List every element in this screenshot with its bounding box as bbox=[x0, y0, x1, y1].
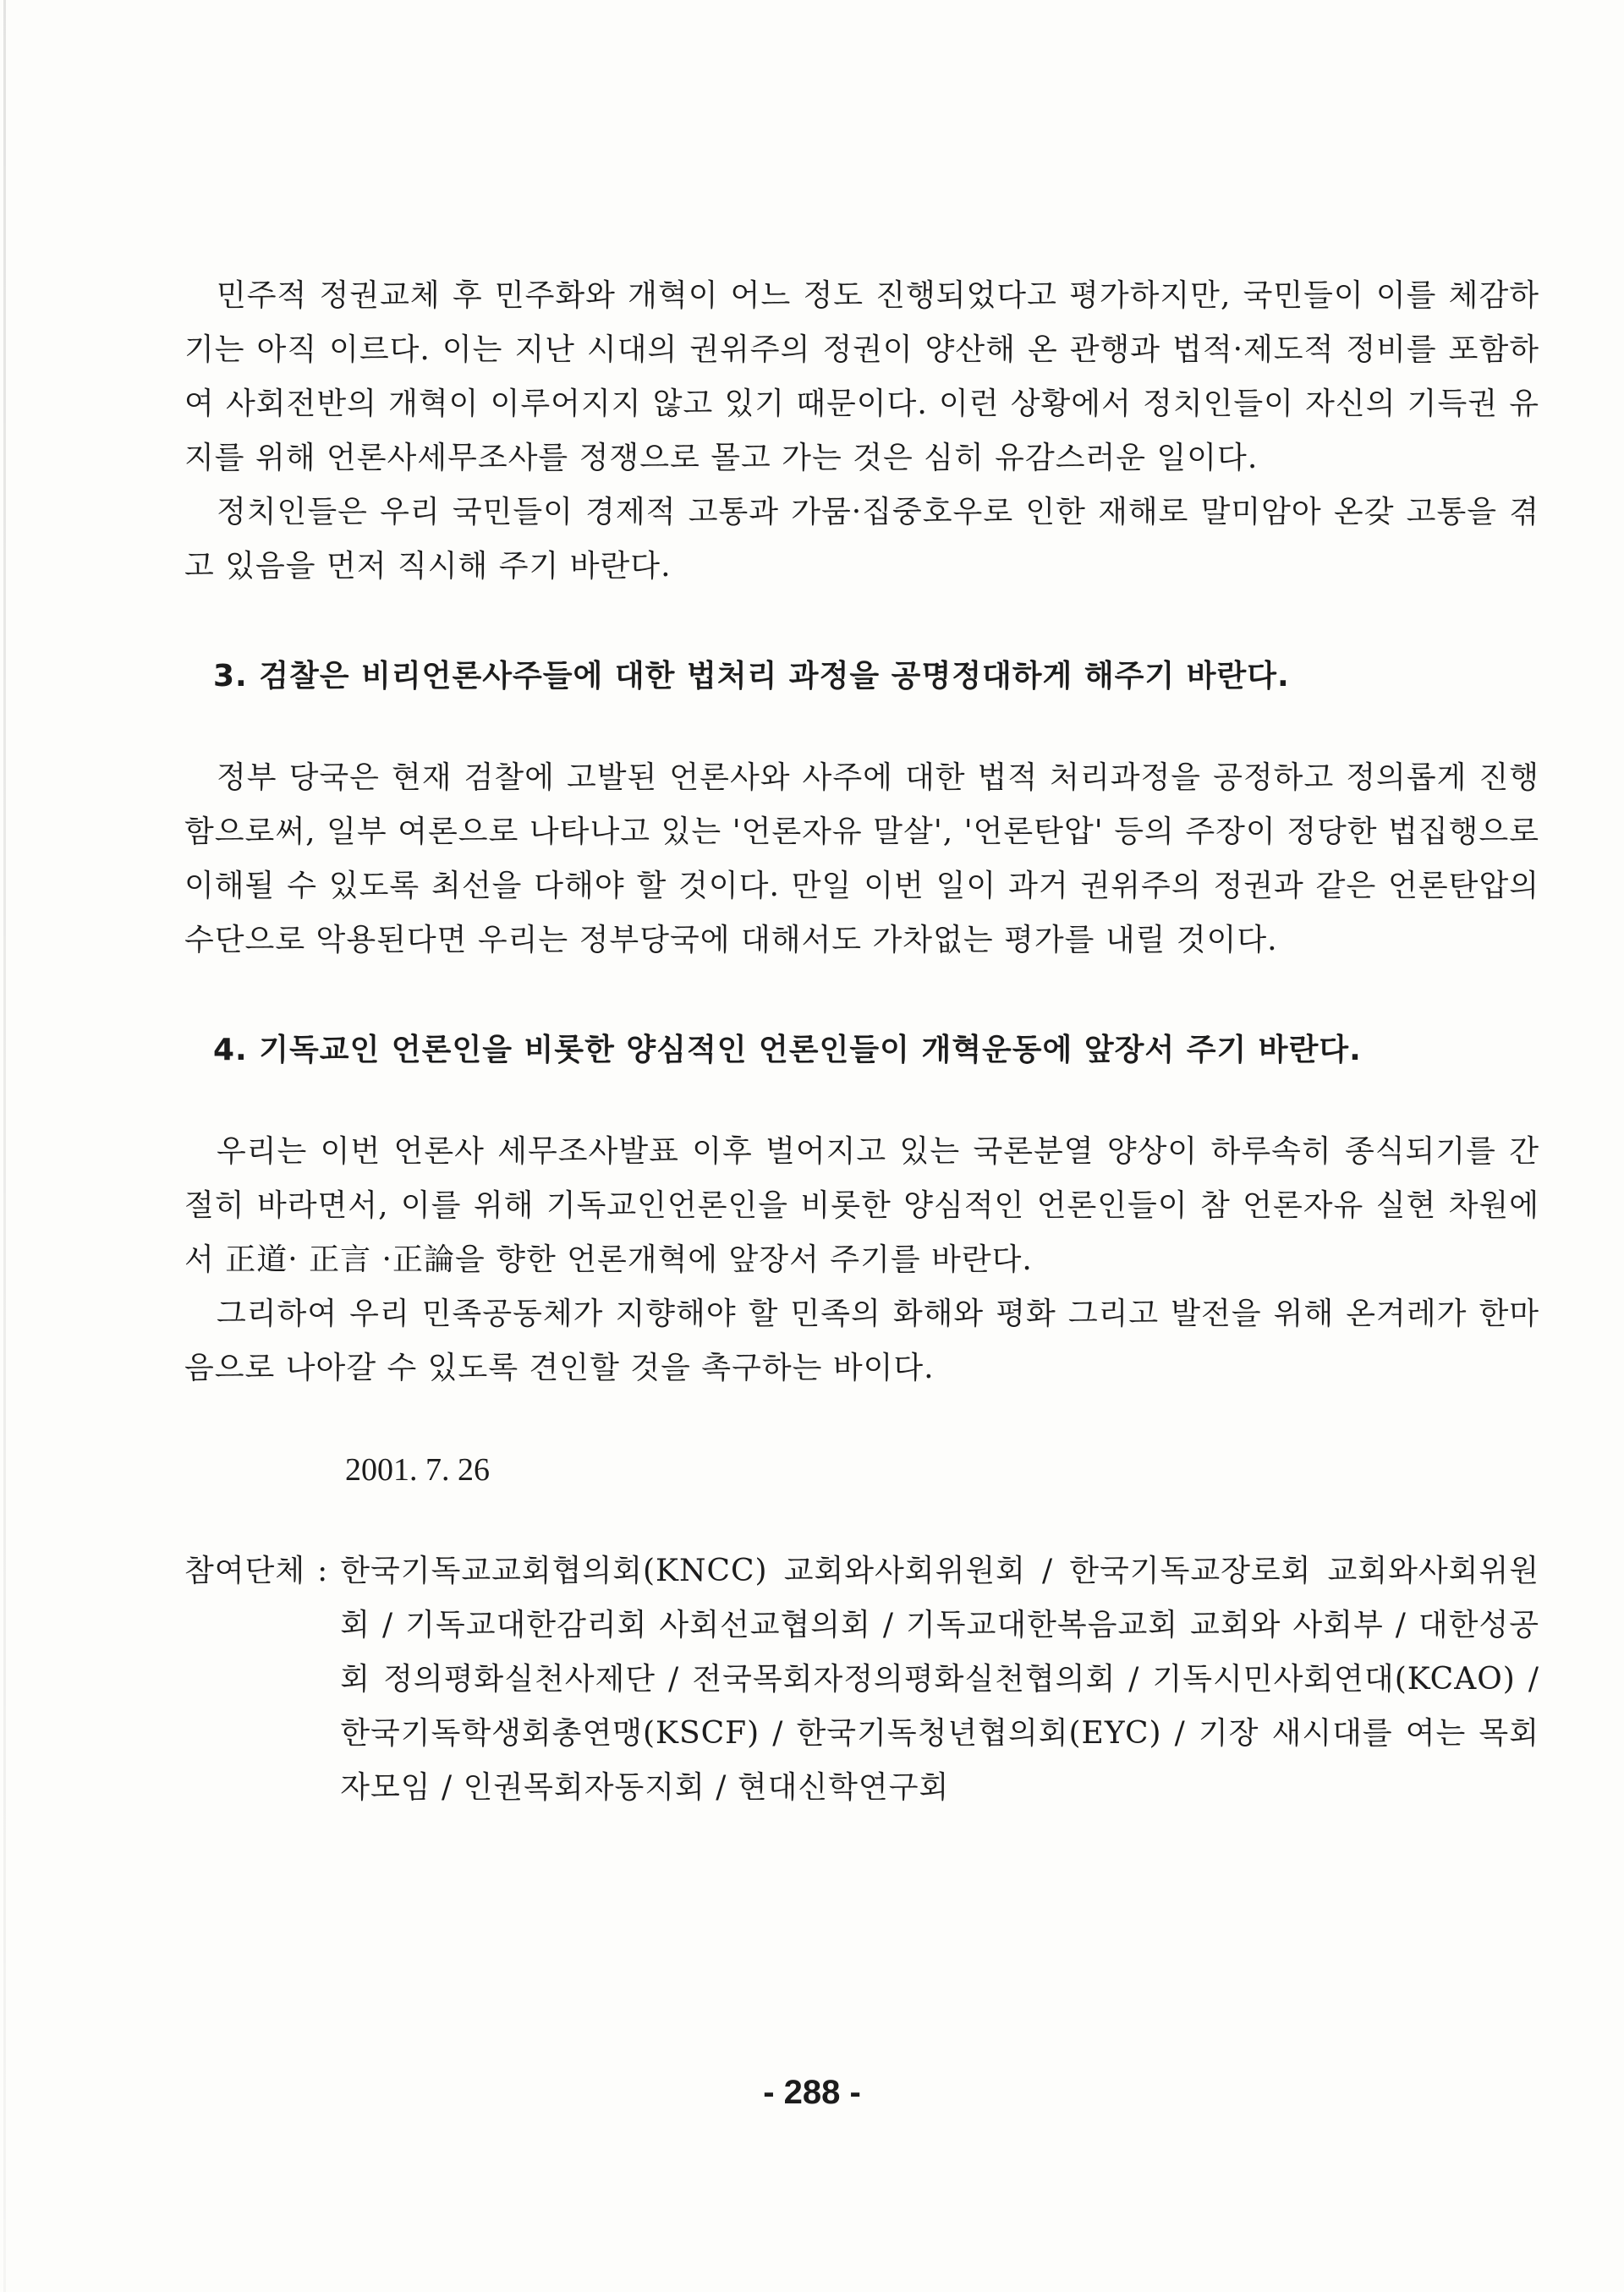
section-heading-4: 4. 기독교인 언론인을 비롯한 양심적인 언론인들이 개혁운동에 앞장서 주기 바란다. bbox=[213, 1033, 1362, 1067]
participants-list: 한국기독교교회협의회(KNCC) 교회와사회위원회 / 한국기독교장로회 교회와사회위원회 / 기독교대한감리회 사회선교협의회 / 기독교대한복음교회 교회와 사회부 / 대한성공회 정의평화실천사제단 / 전국목회자정의평화실천협의회 / 기독시민사회연대(KCAO) / 한국기독학생회총연맹(KSCF) / 한국기독청년협의회(EYC) / 기장 새시대를 여는 목회자모임 / 인권목회자동지회 / 현대신학연구회 bbox=[340, 1554, 1539, 1805]
paragraph-intro: 민주적 정권교체 후 민주화와 개혁이 어느 정도 진행되었다고 평가하지만, 국민들이 이를 체감하기는 아직 이르다. 이는 지난 시대의 권위주의 정권이 양산해 온 관행과 법적·제도적 정비를 포함하여 사회전반의 개혁이 이루어지지 않고 있기 때문이다. 이런 상황에서 정치인들이 자신의 기득권 유지를 위해 언론사세무조사를 정쟁으로 몰고 가는 것은 심히 유감스러운 일이다. bbox=[184, 278, 1539, 475]
participants-label: 참여단체 bbox=[184, 1554, 306, 1588]
scan-edge-mark bbox=[3, 0, 6, 2292]
paragraph-section-4-b: 그리하여 우리 민족공동체가 지향해야 할 민족의 화해와 평화 그리고 발전을 위해 온겨레가 한마음으로 나아갈 수 있도록 견인할 것을 촉구하는 바이다. bbox=[184, 1297, 1539, 1385]
participants-block bbox=[184, 1544, 1539, 1815]
paragraph-politicians: 정치인들은 우리 국민들이 경제적 고통과 가뭄·집중호우로 인한 재해로 말미암아 온갖 고통을 겪고 있음을 먼저 직시해 주기 바란다. bbox=[184, 495, 1539, 584]
page-number: - 288 - bbox=[763, 2074, 861, 2111]
spacer bbox=[184, 594, 1539, 650]
paragraph-section-4-a: 우리는 이번 언론사 세무조사발표 이후 벌어지고 있는 국론분열 양상이 하루속히 종식되기를 간절히 바라면서, 이를 위해 기독교인언론인을 비롯한 양심적인 언론인들이 참 언론자유 실현 차원에서 正道· 正言 ·正論을 향한 언론개혁에 앞장서 주기를 바란다. bbox=[184, 1134, 1539, 1277]
spacer bbox=[184, 704, 1539, 751]
document-body bbox=[184, 269, 1539, 1815]
paragraph-section-3: 정부 당국은 현재 검찰에 고발된 언론사와 사주에 대한 법적 처리과정을 공정하고 정의롭게 진행함으로써, 일부 여론으로 나타나고 있는 '언론자유 말살', '언론탄압' 등의 주장이 정당한 법집행으로 이해될 수 있도록 최선을 다해야 할 것이다. 만일 이번 일이 과거 권위주의 정권과 같은 언론탄압의 수단으로 악용된다면 우리는 정부당국에 대해서도 가차없는 평가를 내릴 것이다. bbox=[184, 760, 1539, 957]
spacer bbox=[184, 1077, 1539, 1125]
section-heading-3: 3. 검찰은 비리언론사주들에 대한 법처리 과정을 공명정대하게 해주기 바란다. bbox=[213, 659, 1290, 694]
document-date: 2001. 7. 26 bbox=[345, 1452, 490, 1488]
spacer bbox=[184, 968, 1539, 1023]
spacer bbox=[184, 1497, 1539, 1544]
spacer bbox=[184, 1395, 1539, 1443]
participants-separator: : bbox=[317, 1554, 329, 1588]
